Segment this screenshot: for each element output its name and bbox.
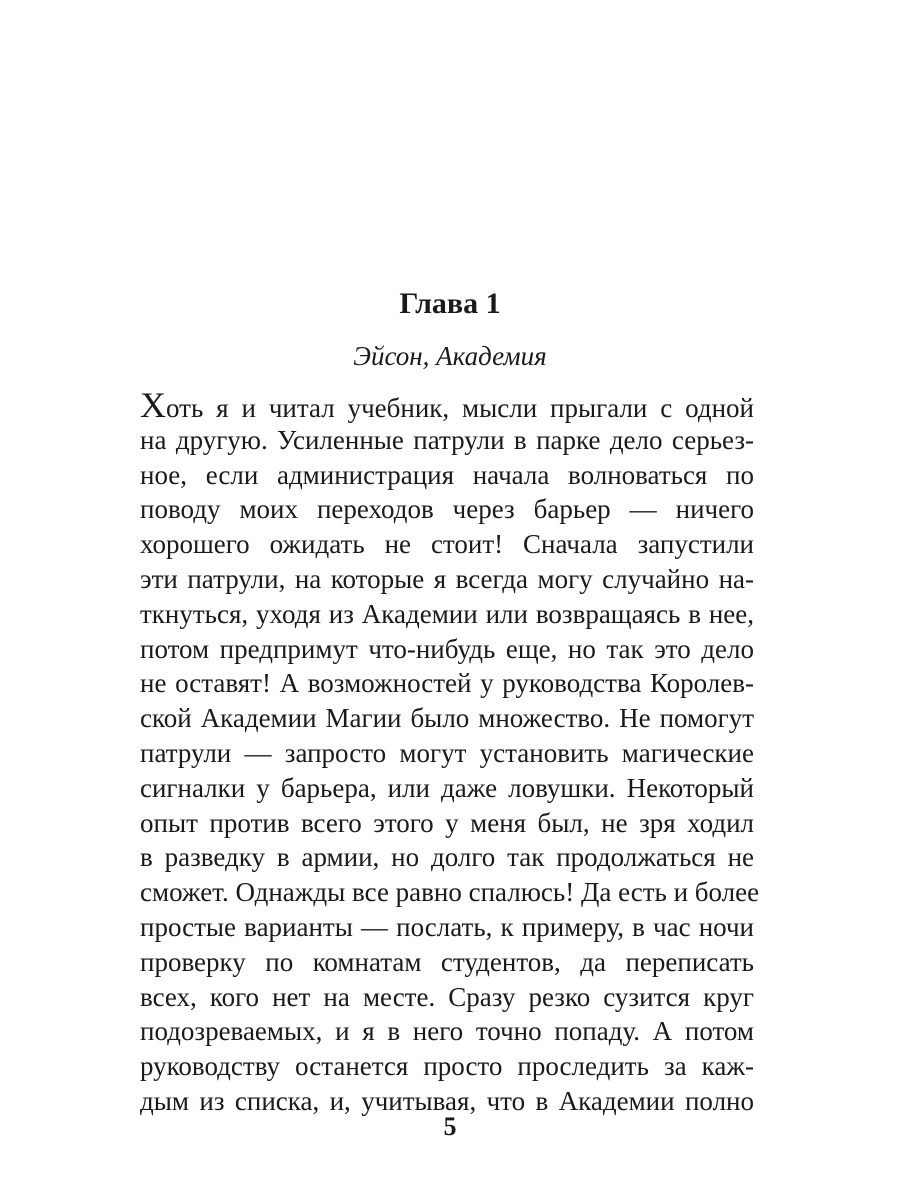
first-line-rest: оть я и читал учебник, мысли прыгали с одной [166, 393, 754, 423]
text-line: простые варианты — послать, к примеру, в час ночи [140, 911, 754, 942]
text-line: поводу моих переходов через барьер — ничего [140, 494, 754, 525]
chapter-title: Глава 1 [399, 287, 501, 320]
text-line: опыт против всего этого у меня был, не зря ходил [140, 807, 754, 838]
initial-letter: Х [140, 385, 166, 425]
text-line: не оставят! А возможностей у руководства Королев- [140, 668, 754, 699]
text-line: ткнуться, уходя из Академии или возвращаясь в нее, [140, 598, 754, 629]
chapter-subtitle: Эйсон, Академия [353, 341, 547, 371]
text-line: сигналки у барьера, или даже ловушки. Некоторый [140, 772, 754, 803]
body-text [140, 385, 760, 1119]
text-line: ской Академии Магии было множество. Не помогут [140, 703, 754, 734]
text-line: ное, если администрация начала волноваться по [140, 459, 754, 490]
text-line: потом предпримут что-нибудь еще, но так это дело [140, 633, 754, 664]
text-line: всех, кого нет на месте. Сразу резко сузится круг [140, 981, 754, 1012]
text-line: дым из списка, и, учитывая, что в Академии полно [140, 1085, 754, 1116]
text-line: сможет. Однажды все равно спалюсь! Да есть и более [140, 877, 760, 908]
text-line [140, 385, 754, 425]
text-line: хорошего ожидать не стоит! Сначала запустили [140, 529, 754, 560]
text-line: эти патрули, на которые я всегда могу случайно на- [140, 563, 754, 594]
text-line: патрули — запросто могут установить магические [140, 737, 754, 768]
text-line: проверку по комнатам студентов, да переписать [140, 946, 754, 977]
text-line: подозреваемых, и я в него точно попаду. А потом [140, 1016, 754, 1047]
page-number: 5 [443, 1112, 457, 1141]
text-line: на другую. Усиленные патрули в парке дело серьез- [140, 424, 754, 455]
text-line: руководству останется просто проследить за каж- [140, 1051, 754, 1082]
text-line: в разведку в армии, но долго так продолжаться не [140, 842, 754, 873]
